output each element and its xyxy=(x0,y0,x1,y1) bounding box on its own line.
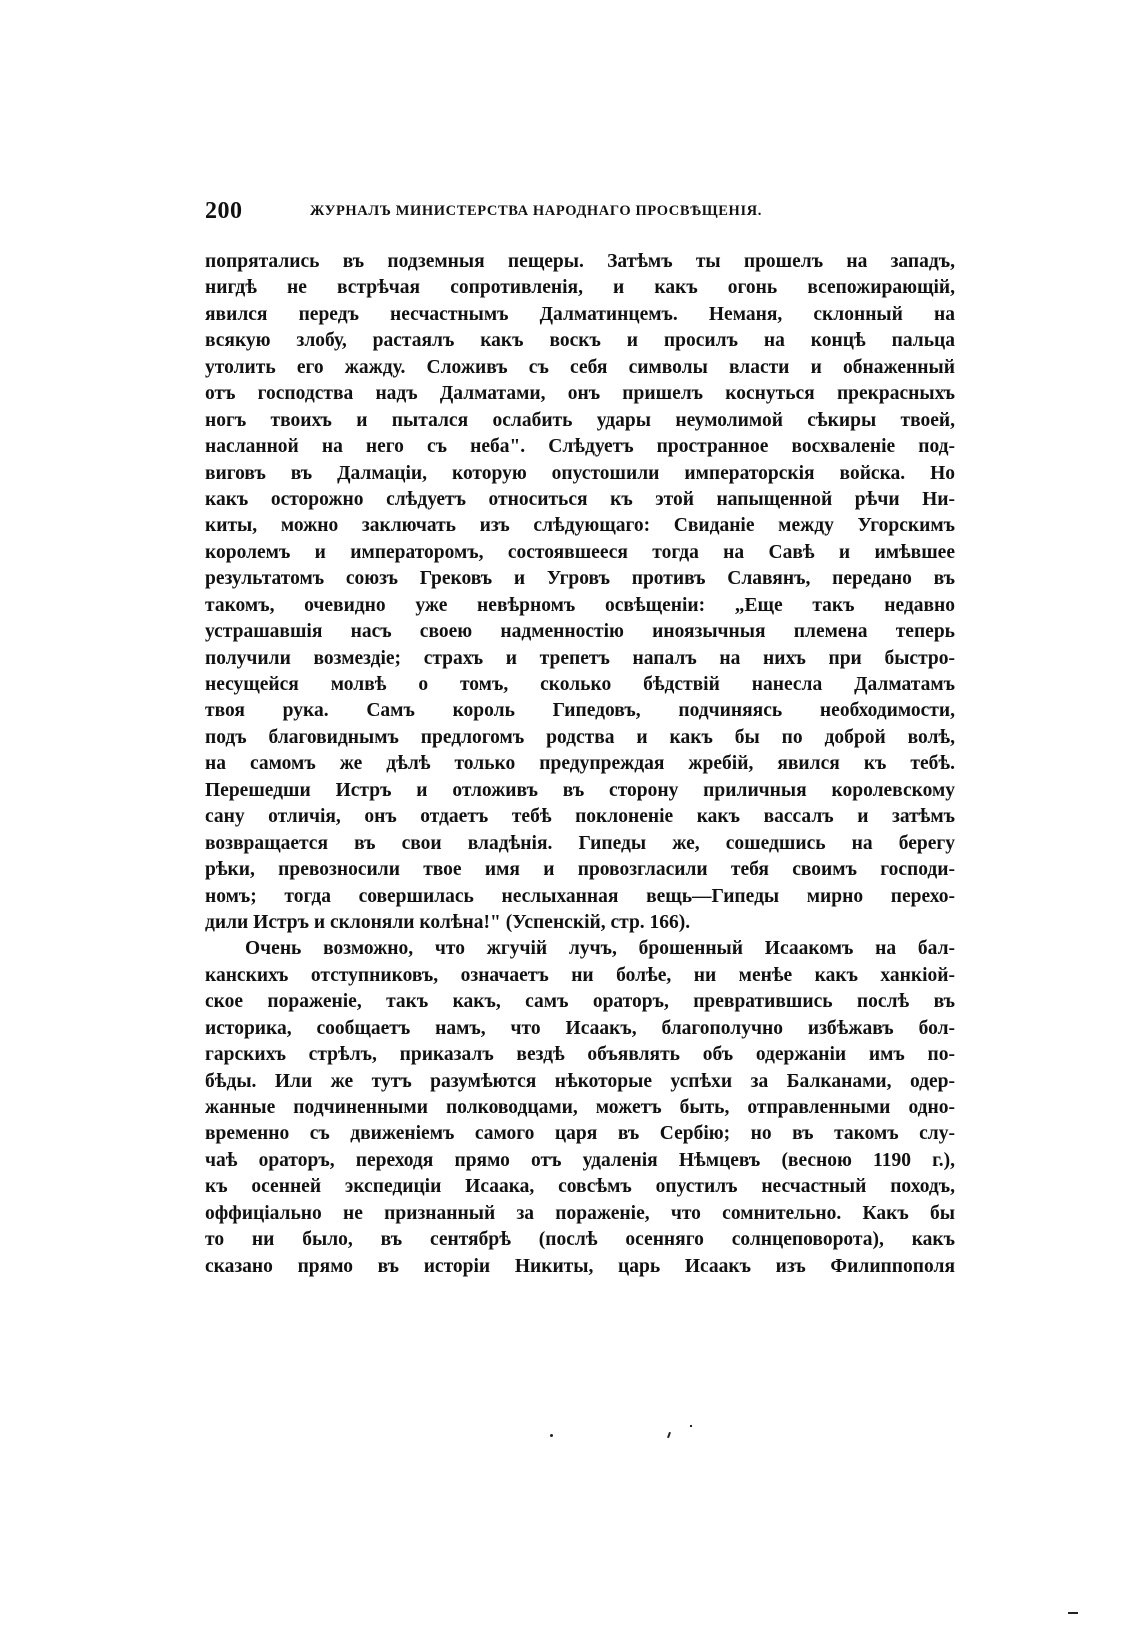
text-line: явился передъ несчастнымъ Далматинцемъ. Неманя, склонный на xyxy=(205,303,955,325)
text-line: историка, сообщаетъ намъ, что Исаакъ, благополучно избѣжавъ бол- xyxy=(205,1017,955,1039)
text-line: нигдѣ не встрѣчая сопротивленія, и какъ огонь всепожирающій, xyxy=(205,277,955,299)
text-line: жанные подчиненными полководцами, можетъ быть, отправленными одно- xyxy=(205,1097,955,1118)
text-line: номъ; тогда совершилась неслыханная вещь—Гипеды мирно перехо- xyxy=(205,885,955,907)
body-text xyxy=(205,249,955,1280)
text-line: чаѣ ораторъ, переходя прямо отъ удаленія Нѣмцевъ (весною 1190 г.), xyxy=(205,1149,955,1171)
text-line: насланной на него съ неба". Слѣдуетъ пространное восхваленіе под- xyxy=(205,436,955,458)
text-line: то ни было, въ сентябрѣ (послѣ осенняго солнцеповорота), какъ xyxy=(205,1229,955,1251)
text-line: гарскихъ стрѣлъ, приказалъ вездѣ объявлять объ одержаніи имъ по- xyxy=(205,1044,955,1066)
text-line: возвращается въ свои владѣнія. Гипеды же, сошедшись на берегу xyxy=(205,832,955,854)
text-line: твоя рука. Самъ король Гипедовъ, подчиняясь необходимости, xyxy=(205,700,955,722)
journal-title: ЖУРНАЛЪ МИНИСТЕРСТВА НАРОДНАГО ПРОСВѢЩЕНІЯ. xyxy=(310,203,762,219)
text-line: попрятались въ подземныя пещеры. Затѣмъ ты прошелъ на западъ, xyxy=(205,251,955,272)
text-line: сказано прямо въ исторіи Никиты, царь Исаакъ изъ Филиппополя xyxy=(205,1255,955,1277)
text-line: отъ господства надъ Далматами, онъ пришелъ коснуться прекрасныхъ xyxy=(205,383,955,405)
text-line: подъ благовиднымъ предлогомъ родства и какъ бы по доброй волѣ, xyxy=(205,726,955,748)
text-line: получили возмездіе; страхъ и трепетъ напалъ на нихъ при быстро- xyxy=(205,647,955,669)
text-line: какъ осторожно слѣдуетъ относиться къ этой напыщенной рѣчи Ни- xyxy=(205,488,955,510)
text-line: несущейся молвѣ о томъ, сколько бѣдствій нанесла Далматамъ xyxy=(205,674,955,695)
text-line: киты, можно заключать изъ слѣдующаго: Свиданіе между Угорскимъ xyxy=(205,515,955,537)
text-line: устрашавшія насъ своею надменностію иноязычныя племена теперь xyxy=(205,621,955,643)
running-head xyxy=(205,198,955,224)
text-line: такомъ, очевидно уже невѣрномъ освѣщеніи: „Еще такъ недавно xyxy=(205,594,955,616)
paragraph-first-line: Очень возможно, что жгучій лучъ, брошенный Исаакомъ на бал- xyxy=(245,938,955,960)
text-line: на самомъ же дѣлѣ только предупреждая жребій, явился къ тебѣ. xyxy=(205,753,955,775)
text-line: ское пораженіе, такъ какъ, самъ ораторъ, превратившись послѣ въ xyxy=(205,991,955,1013)
page-number: 200 xyxy=(205,198,243,224)
scan-speck xyxy=(1068,1612,1078,1614)
scan-speck xyxy=(667,1432,671,1438)
text-line: утолить его жажду. Сложивъ съ себя символы власти и обнаженный xyxy=(205,356,955,378)
text-line: королемъ и императоромъ, состоявшееся тогда на Савѣ и имѣвшее xyxy=(205,541,955,563)
text-line: бѣды. Или же тутъ разумѣются нѣкоторые успѣхи за Балканами, одер- xyxy=(205,1070,955,1092)
text-line: къ осенней экспедиціи Исаака, совсѣмъ опустилъ несчастный походъ, xyxy=(205,1176,955,1198)
scan-speck xyxy=(690,1425,692,1427)
text-line: Перешедши Истръ и отложивъ въ сторону приличныя королевскому xyxy=(205,779,955,801)
text-line: рѣки, превозносили твое имя и провозгласили тебя своимъ господи- xyxy=(205,859,955,881)
text-line: результатомъ союзъ Грековъ и Угровъ противъ Славянъ, передано въ xyxy=(205,568,955,590)
scan-speck xyxy=(550,1434,553,1437)
text-line: канскихъ отступниковъ, означаетъ ни болѣе, ни менѣе какъ ханкіой- xyxy=(205,964,955,986)
text-line: виговъ въ Далмаціи, которую опустошили императорскія войска. Но xyxy=(205,462,955,484)
text-line: ногъ твоихъ и пытался ослабить удары неумолимой сѣкиры твоей, xyxy=(205,409,955,431)
text-line: сану отличія, онъ отдаетъ тебѣ поклоненіе какъ вассалъ и затѣмъ xyxy=(205,806,955,828)
text-line: всякую злобу, растаялъ какъ воскъ и просилъ на концѣ пальца xyxy=(205,330,955,352)
text-line: временно съ движеніемъ самого царя въ Сербію; но въ такомъ слу- xyxy=(205,1123,955,1145)
text-line: оффиціально не признанный за пораженіе, что сомнительно. Какъ бы xyxy=(205,1202,955,1224)
text-line: дили Истръ и склоняли колѣна!" (Успенскій, стр. 166). xyxy=(205,911,691,933)
